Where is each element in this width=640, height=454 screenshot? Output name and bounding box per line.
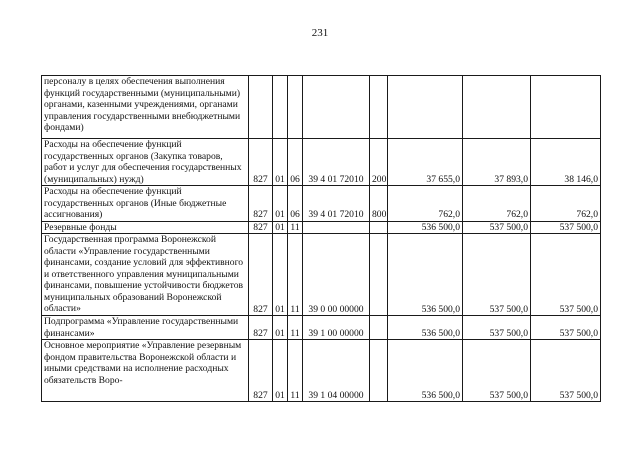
amount-year3-cell: 537 500,0 <box>531 316 601 340</box>
section-code-cell: 01 <box>273 340 288 402</box>
grbs-code-cell: 827 <box>249 340 273 402</box>
expense-type-cell <box>370 76 388 139</box>
amount-year2-cell <box>463 76 531 139</box>
target-article-cell <box>303 76 370 139</box>
table-row <box>42 139 601 186</box>
amount-year1-cell <box>388 76 463 139</box>
amount-year1-cell: 536 500,0 <box>388 234 463 316</box>
section-code-cell: 01 <box>273 186 288 222</box>
grbs-code-cell: 827 <box>249 316 273 340</box>
amount-year2-cell: 37 893,0 <box>463 139 531 186</box>
table-row <box>42 234 601 316</box>
subsection-code-cell: 06 <box>288 186 303 222</box>
grbs-code-cell: 827 <box>249 139 273 186</box>
amount-year1-cell: 536 500,0 <box>388 221 463 234</box>
amount-year2-cell: 537 500,0 <box>463 340 531 402</box>
amount-year1-cell: 762,0 <box>388 186 463 222</box>
budget-table <box>41 75 601 402</box>
subsection-code-cell: 11 <box>288 316 303 340</box>
section-code-cell: 01 <box>273 221 288 234</box>
amount-year3-cell <box>531 76 601 139</box>
amount-year1-cell: 536 500,0 <box>388 316 463 340</box>
amount-year3-cell: 762,0 <box>531 186 601 222</box>
amount-year2-cell: 537 500,0 <box>463 316 531 340</box>
item-name-cell: Расходы на обеспечение функций государственных органов (Закупка товаров, работ и услуг для обеспечения государственных (муниципальных) нужд) <box>42 139 249 186</box>
expense-type-cell <box>370 340 388 402</box>
page-number: 231 <box>311 27 329 39</box>
table-row <box>42 340 601 402</box>
amount-year3-cell: 537 500,0 <box>531 221 601 234</box>
table-row <box>42 221 601 234</box>
subsection-code-cell <box>288 76 303 139</box>
table-row <box>42 186 601 222</box>
budget-table-body <box>42 76 601 402</box>
section-code-cell: 01 <box>273 139 288 186</box>
amount-year1-cell: 536 500,0 <box>388 340 463 402</box>
amount-year1-cell: 37 655,0 <box>388 139 463 186</box>
section-code-cell: 01 <box>273 316 288 340</box>
subsection-code-cell: 11 <box>288 340 303 402</box>
table-row <box>42 76 601 139</box>
target-article-cell: 39 0 00 00000 <box>303 234 370 316</box>
subsection-code-cell: 11 <box>288 234 303 316</box>
item-name-cell: Государственная программа Воронежской области «Управление государственными финансами, создание условий для эффективного и ответственного управления муниципальными финансами, повышение устойчивости бюджетов муниципальных образований Воронежской области» <box>42 234 249 316</box>
target-article-cell: 39 4 01 72010 <box>303 139 370 186</box>
expense-type-cell: 200 <box>370 139 388 186</box>
amount-year3-cell: 537 500,0 <box>531 340 601 402</box>
item-name-cell: Основное мероприятие «Управление резервным фондом правительства Воронежской области и иными средствами на исполнение расходных обязательств Воро- <box>42 340 249 402</box>
subsection-code-cell: 06 <box>288 139 303 186</box>
item-name-cell: Расходы на обеспечение функций государственных органов (Иные бюджетные ассигнования) <box>42 186 249 222</box>
target-article-cell: 39 1 00 00000 <box>303 316 370 340</box>
subsection-code-cell: 11 <box>288 221 303 234</box>
amount-year3-cell: 537 500,0 <box>531 234 601 316</box>
item-name-cell: Резервные фонды <box>42 221 249 234</box>
target-article-cell: 39 1 04 00000 <box>303 340 370 402</box>
item-name-cell: Подпрограмма «Управление государственными финансами» <box>42 316 249 340</box>
expense-type-cell: 800 <box>370 186 388 222</box>
section-code-cell <box>273 76 288 139</box>
grbs-code-cell: 827 <box>249 234 273 316</box>
amount-year2-cell: 762,0 <box>463 186 531 222</box>
grbs-code-cell <box>249 76 273 139</box>
table-row <box>42 316 601 340</box>
item-name-cell: персоналу в целях обеспечения выполнения функций государственными (муниципальными) органами, казенными учреждениями, органами управления государственными внебюджетными фондами) <box>42 76 249 139</box>
amount-year2-cell: 537 500,0 <box>463 221 531 234</box>
grbs-code-cell: 827 <box>249 221 273 234</box>
section-code-cell: 01 <box>273 234 288 316</box>
expense-type-cell <box>370 221 388 234</box>
grbs-code-cell: 827 <box>249 186 273 222</box>
target-article-cell: 39 4 01 72010 <box>303 186 370 222</box>
expense-type-cell <box>370 234 388 316</box>
expense-type-cell <box>370 316 388 340</box>
amount-year3-cell: 38 146,0 <box>531 139 601 186</box>
amount-year2-cell: 537 500,0 <box>463 234 531 316</box>
target-article-cell <box>303 221 370 234</box>
